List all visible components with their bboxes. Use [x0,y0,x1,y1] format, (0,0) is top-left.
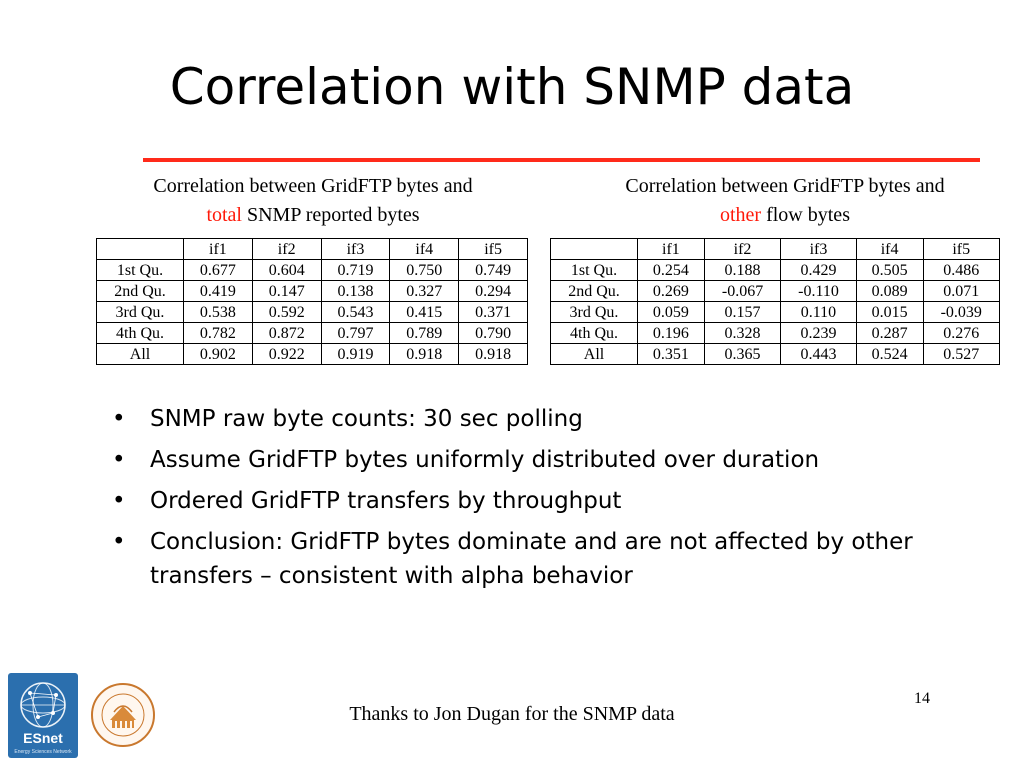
table-cell: 0.147 [252,281,321,302]
header-cell: if4 [856,239,923,260]
table-cell: 0.872 [252,323,321,344]
bullet-list [112,402,992,600]
table-cell: 0.196 [638,323,705,344]
table-cell: 0.110 [781,302,856,323]
caption-right-line1: Correlation between GridFTP bytes and [625,175,945,197]
caption-left-rest: SNMP reported bytes [241,204,420,226]
header-cell: if5 [459,239,528,260]
table-cell: 0.419 [184,281,253,302]
table-cell: 0.157 [704,302,780,323]
page-number: 14 [914,690,930,707]
bullet-text: Ordered GridFTP transfers by throughput [150,488,622,514]
header-cell [551,239,638,260]
esnet-logo-subtext: Energy Sciences Network [14,749,72,755]
bullet-text: Assume GridFTP bytes uniformly distributed over duration [150,447,820,473]
caption-left-line2 [98,201,528,230]
table-cell: -0.067 [704,281,780,302]
slide-title: Correlation with SNMP data [169,58,855,116]
table-cell: 0.604 [252,260,321,281]
table-cell: 0.269 [638,281,705,302]
bullet-dot: • [112,529,126,555]
row-label: 1st Qu. [97,260,184,281]
table-cell: 0.328 [704,323,780,344]
footer-credit: Thanks to Jon Dugan for the SNMP data [349,703,675,725]
caption-left-highlight: total [206,204,242,226]
table-cell: 0.918 [390,344,459,365]
table-row [551,323,1000,344]
bullet-dot: • [112,447,126,473]
table-cell: 0.902 [184,344,253,365]
table-cell: 0.089 [856,281,923,302]
table-row [97,344,528,365]
bullet-item [112,402,992,436]
row-label: 1st Qu. [551,260,638,281]
caption-left-line1: Correlation between GridFTP bytes and [153,175,473,197]
row-label: 2nd Qu. [97,281,184,302]
table-cell: 0.294 [459,281,528,302]
table-cell: 0.239 [781,323,856,344]
table-cell: 0.254 [638,260,705,281]
header-cell: if1 [184,239,253,260]
row-label: 2nd Qu. [551,281,638,302]
table-cell: 0.505 [856,260,923,281]
table-cell: 0.789 [390,323,459,344]
esnet-logo-text: ESnet [23,730,63,746]
table-cell: 0.919 [321,344,390,365]
table-cell: 0.790 [459,323,528,344]
row-label: 4th Qu. [97,323,184,344]
table-cell: 0.922 [252,344,321,365]
table-cell: 0.138 [321,281,390,302]
table-row [551,260,1000,281]
caption-right-line2 [552,201,1018,230]
bullet-item [112,525,992,593]
bullet-dot: • [112,406,126,432]
table-cell: 0.524 [856,344,923,365]
header-cell: if2 [704,239,780,260]
table-cell: 0.797 [321,323,390,344]
table-cell: 0.592 [252,302,321,323]
caption-right-highlight: other [720,204,762,226]
table-header-row [551,239,1000,260]
table-cell: 0.443 [781,344,856,365]
table-row [97,281,528,302]
table-cell: 0.287 [856,323,923,344]
correlation-table-other [550,238,1000,365]
header-cell: if5 [923,239,1000,260]
table-cell: 0.351 [638,344,705,365]
table-cell: 0.365 [704,344,780,365]
caption-right-rest: flow bytes [761,204,850,226]
table-cell: 0.486 [923,260,1000,281]
bullet-item [112,443,992,477]
header-cell: if4 [390,239,459,260]
table-left-caption [98,172,528,230]
table-cell: 0.677 [184,260,253,281]
header-cell: if3 [321,239,390,260]
correlation-table-total [96,238,528,365]
table-right-caption [552,172,1018,230]
bullet-item [112,484,992,518]
header-cell: if1 [638,239,705,260]
row-label: 3rd Qu. [551,302,638,323]
table-cell: 0.276 [923,323,1000,344]
table-cell: 0.782 [184,323,253,344]
table-cell: -0.110 [781,281,856,302]
row-label: 3rd Qu. [97,302,184,323]
table-header-row [97,239,528,260]
table-row [97,323,528,344]
bullet-text: SNMP raw byte counts: 30 sec polling [150,406,583,432]
table-cell: 0.538 [184,302,253,323]
table-cell: 0.543 [321,302,390,323]
table-cell: 0.719 [321,260,390,281]
table-row [97,260,528,281]
table-cell: 0.327 [390,281,459,302]
table-cell: 0.071 [923,281,1000,302]
table-cell: -0.039 [923,302,1000,323]
table-cell: 0.750 [390,260,459,281]
table-cell: 0.059 [638,302,705,323]
table-row [97,302,528,323]
table-cell: 0.918 [459,344,528,365]
bullet-dot: • [112,488,126,514]
table-cell: 0.749 [459,260,528,281]
table-row [551,302,1000,323]
header-cell: if3 [781,239,856,260]
bullet-text: Conclusion: GridFTP bytes dominate and are not affected by other transfers – consistent with alpha behavior [150,529,913,589]
table-cell: 0.415 [390,302,459,323]
header-cell [97,239,184,260]
table-cell: 0.188 [704,260,780,281]
row-label: All [97,344,184,365]
table-row [551,344,1000,365]
table-cell: 0.527 [923,344,1000,365]
header-cell: if2 [252,239,321,260]
table-row [551,281,1000,302]
row-label: All [551,344,638,365]
row-label: 4th Qu. [551,323,638,344]
table-cell: 0.371 [459,302,528,323]
title-divider [143,158,980,162]
table-cell: 0.015 [856,302,923,323]
table-cell: 0.429 [781,260,856,281]
